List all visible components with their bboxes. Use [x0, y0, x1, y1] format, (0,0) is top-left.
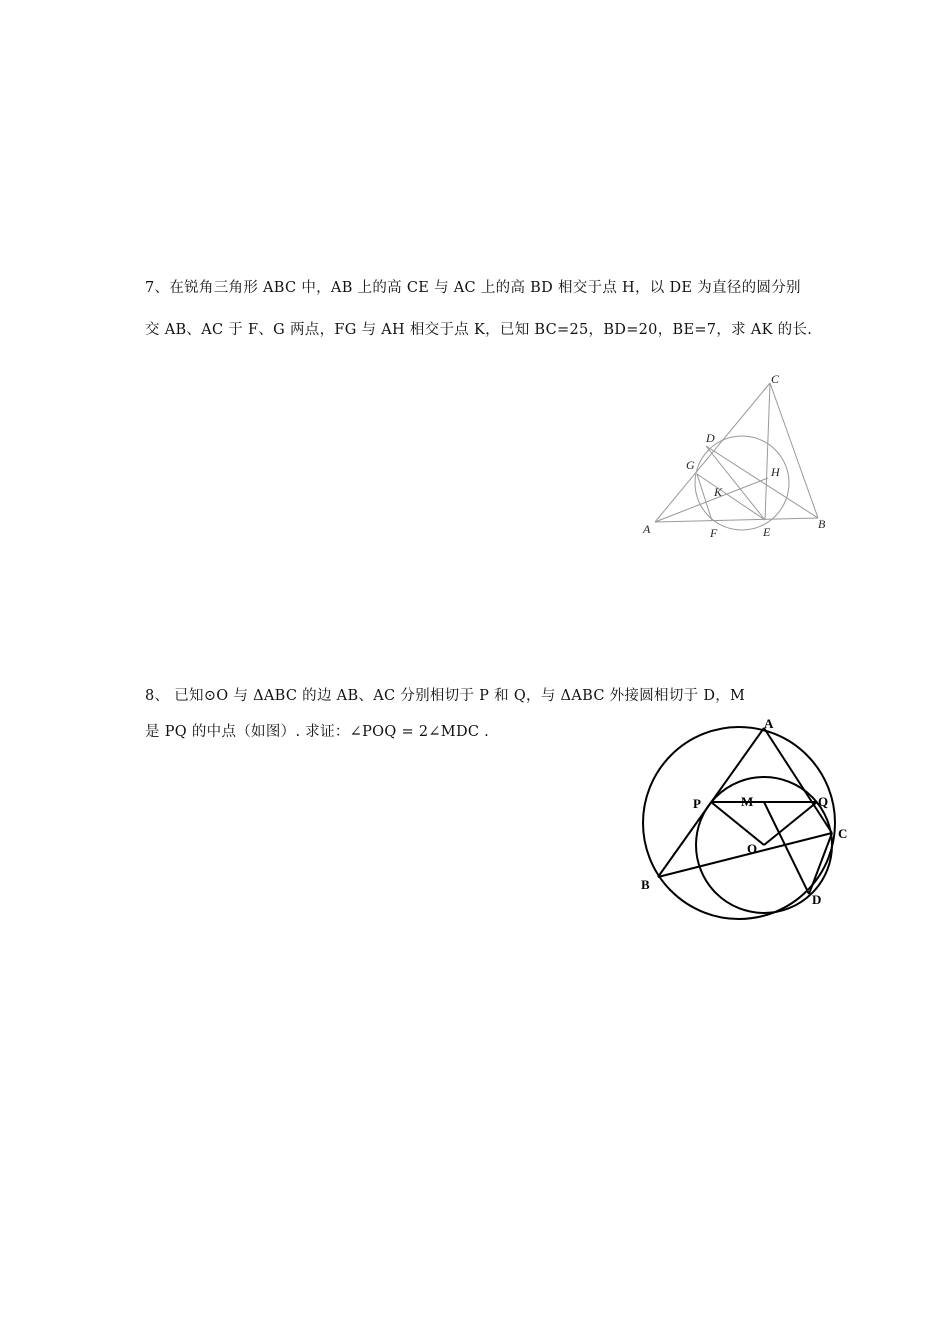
- problem7-line1: 7、在锐角三角形 ABC 中，AB 上的高 CE 与 AC 上的高 BD 相交于点 H，以 DE 为直径的圆分别: [145, 280, 801, 296]
- altitude-CE: [765, 383, 770, 520]
- segment-PO: [711, 802, 764, 845]
- altitude-BD: [706, 446, 818, 518]
- label-A: A: [643, 522, 651, 536]
- problem7-line2: 交 AB、AC 于 F、G 两点，FG 与 AH 相交于点 K，已知 BC=25，BD=20，BE=7，求 AK 的长.: [145, 322, 813, 338]
- label-F: F: [710, 526, 718, 540]
- problem8-line1: 8、 已知⊙O 与 ΔABC 的边 AB、AC 分别相切于 P 和 Q，与 ΔABC 外接圆相切于 D，M: [145, 688, 746, 704]
- label-E: E: [763, 525, 771, 539]
- segment-AB: [655, 518, 818, 522]
- label-Q: Q: [818, 794, 829, 809]
- problem8-figure: [630, 710, 860, 930]
- label-G: G: [686, 458, 695, 472]
- label-D: D: [706, 431, 715, 445]
- label-B: B: [641, 877, 650, 892]
- label-D: D: [812, 892, 822, 907]
- label-M: M: [741, 794, 754, 809]
- label-B: B: [818, 517, 826, 531]
- label-C: C: [838, 826, 848, 841]
- label-P: P: [693, 796, 701, 811]
- label-C: C: [771, 372, 780, 386]
- circle-DE-diameter: [695, 436, 789, 530]
- segment-AH: [655, 478, 768, 522]
- label-O: O: [747, 841, 758, 856]
- label-A: A: [764, 716, 774, 731]
- segment-FG: [697, 474, 712, 521]
- label-H: H: [771, 465, 780, 479]
- problem8-line2: 是 PQ 的中点（如图）. 求证：∠POQ = 2∠MDC .: [145, 724, 490, 740]
- label-K: K: [714, 485, 723, 499]
- segment-BC: [770, 383, 818, 518]
- problem7-figure: [630, 365, 850, 550]
- segment-GE: [697, 474, 765, 520]
- segment-AC: [655, 383, 770, 522]
